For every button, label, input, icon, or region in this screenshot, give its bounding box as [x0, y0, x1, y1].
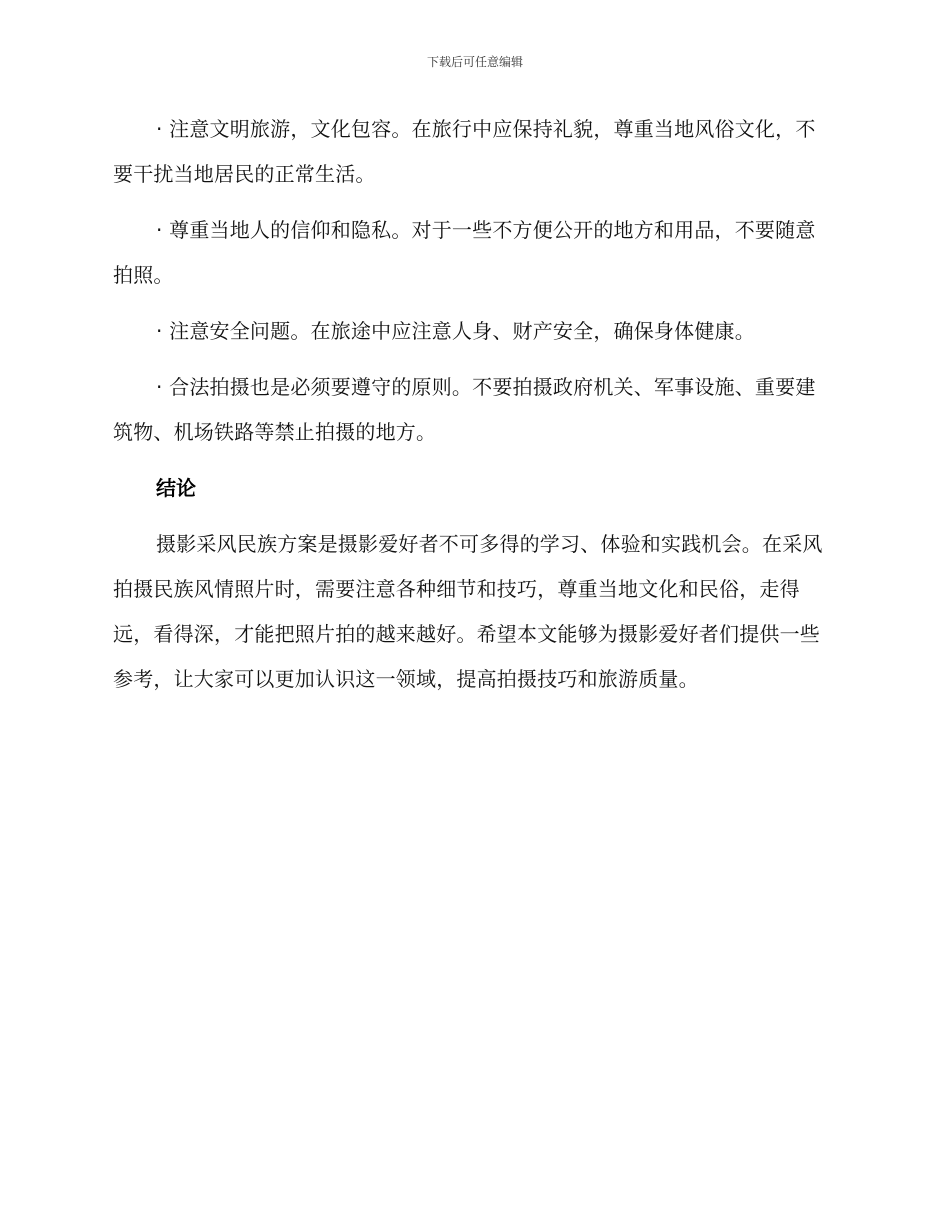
bullet-paragraph-legal-shooting: · 合法拍摄也是必须要遵守的原则。不要拍摄政府机关、军事设施、重要建筑物、机场铁路等禁止拍摄的地方。 [113, 375, 816, 444]
document-body [113, 107, 831, 713]
conclusion-heading: 结论 [156, 476, 196, 500]
conclusion-paragraph: 摄影采风民族方案是摄影爱好者不可多得的学习、体验和实践机会。在采风拍摄民族风情照片时，需要注意各种细节和技巧，尊重当地文化和民俗，走得远，看得深，才能把照片拍的越来越好。希望本文能够为摄影爱好者们提供一些参考，让大家可以更加认识这一领域，提高拍摄技巧和旅游质量。 [113, 532, 823, 691]
bullet-paragraph-respect-privacy: · 尊重当地人的信仰和隐私。对于一些不方便公开的地方和用品，不要随意拍照。 [113, 218, 816, 287]
page-header: 下载后可任意编辑 [426, 55, 523, 69]
bullet-paragraph-civilized-travel: · 注意文明旅游，文化包容。在旅行中应保持礼貌，尊重当地风俗文化，不要干扰当地居民的正常生活。 [113, 117, 816, 186]
bullet-paragraph-safety: · 注意安全问题。在旅途中应注意人身、财产安全，确保身体健康。 [156, 319, 755, 343]
